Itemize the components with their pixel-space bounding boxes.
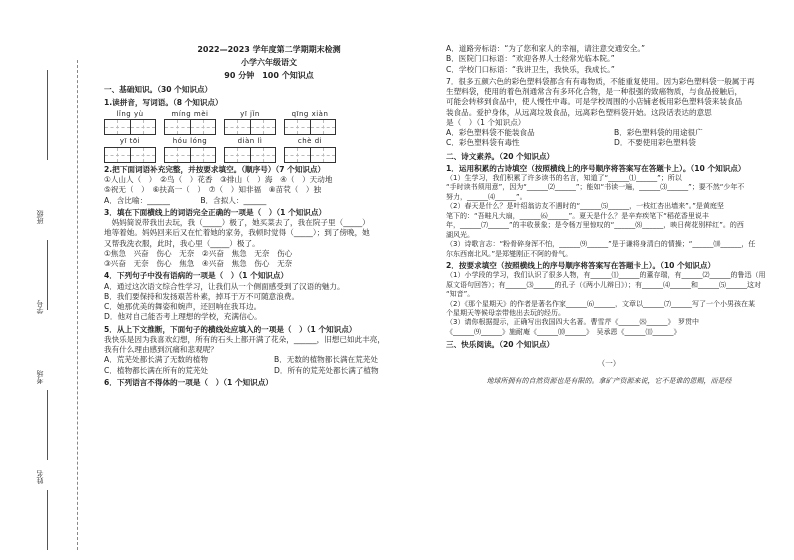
poetry-q2-line-6: （3）请你根据提示，正确写出我国四大名著。曹雪芹《______⑻______》 罗贯中	[446, 318, 699, 327]
writing-grid[interactable]	[104, 147, 156, 163]
writing-grid[interactable]	[224, 147, 276, 163]
poetry-q1-line-7: 湖风光。	[446, 230, 474, 239]
poetry-q1-line-5: 笔下的：“吾畦凡大扇，______⑹______”。夏天是什么？是辛弃疾笔下“稻花香里说丰	[446, 211, 709, 220]
class-line	[47, 70, 48, 160]
pinyin-box: hóu lóng	[164, 137, 216, 162]
q5-passage-2: 我有什么理由感到沉痛和悲观呢？	[104, 345, 218, 355]
q3-passage-3: 又帮我洗衣服，此时，我心里（_____）极了。	[104, 238, 260, 248]
poetry-q1-line-9: 尔东西南北风。”是郑燮刚正不阿的骨气。	[446, 249, 573, 258]
name-line	[47, 490, 48, 550]
pinyin-row-1	[104, 110, 434, 135]
writing-grid[interactable]	[164, 119, 216, 135]
q5-options-row-2	[104, 366, 434, 376]
q5-option-d: D．所有的荒芜处都长满了植物	[274, 365, 379, 375]
exam-subtitle: 小学六年级语文	[241, 57, 297, 67]
pinyin-box: qīng xiàn	[284, 110, 336, 135]
class-label: 班级	[36, 210, 44, 224]
poetry-question-1: 1．运用积累的古诗填空（按照横线上的序号顺序将答案写在答题卡上）。（10 个知识点）	[446, 163, 746, 173]
q7-options-row-2	[446, 138, 772, 148]
q3-options-1: ①焦急 兴奋 伤心 无奈 ②兴奋 焦急 无奈 伤心	[104, 248, 293, 258]
q6-option-b: B．医院门口标语：“欢迎各界人士经常光临本院。”	[446, 54, 615, 64]
q3-options-2: ③兴奋 无奈 伤心 焦急 ④兴奋 焦急 伤心 无奈	[104, 259, 293, 269]
q2-line-3: A．含比喻：______ B．含拟人：______	[104, 195, 267, 205]
q2-line-1: ①人山人（ ） ②鸟（ ）花香 ③排山（ ）海 ④（ ）天动地	[104, 175, 333, 185]
writing-grid[interactable]	[284, 147, 336, 163]
room-line	[47, 390, 48, 460]
question-7: 7．很多五颜六色的彩色塑料袋都含有有毒物质，不能重复使用。因为彩色塑料袋一般属于再	[446, 76, 755, 86]
q5-passage-1: 我快乐是因为我喜欢幻想，所有的石头上都开满了花朵，______，旧想已如此丰亮，	[104, 334, 385, 344]
poetry-q1-line-2: “手时读书须用意”，因为“______⑵______”；能如“书读一遍，______⑶______”；要不然“少年不	[446, 183, 745, 192]
q7-option-b: B．彩色塑料袋的用途很广	[614, 128, 703, 137]
poetry-q2-line-5: 个星期天等候母亲带他出去玩的经历。	[446, 308, 565, 317]
poetry-q2-line-4: （2）《那个星期天》的作者是著名作家______⑹______，文章以______⑺______写了一个小男孩在某	[446, 299, 755, 308]
right-column	[446, 44, 772, 386]
q6-option-c: C．学校门口标语：“我讲卫生，我快乐，我成长。”	[446, 64, 615, 74]
poetry-q1-line-4: （2）春天是什么？是叶绍翁访友不遇时的“______⑸______，一枝红杏出墙来”。”是黄庭坚	[446, 202, 724, 211]
q5-options-row-1	[104, 355, 434, 365]
exam-meta: 90 分钟 100 个知识点	[224, 70, 314, 80]
writing-grid[interactable]	[164, 147, 216, 163]
section-poetry: 二、诗文素养。（20 个知识点）	[446, 151, 555, 161]
q3-passage-2: 地等着她。妈妈回来后又在忙着她的家务，我顿时觉得（_____）；到了傍晚，她	[104, 228, 370, 238]
q2-line-2: ⑤祝无（ ） ⑥扶高一（ ） ⑦（ ）知非福 ⑧苗茕（ ）独	[104, 185, 322, 195]
poetry-q1-line-1: （1）生学习，我们积累了许多读书的名言，知道了“______⑴______”；所以	[446, 174, 682, 182]
poetry-q2-line-7: 《______⑼______》施耐庵《______⑽______》 吴承恩《______⑾______》	[446, 327, 681, 336]
q5-option-b: B．无数的植物都长满在荒芜处	[274, 355, 378, 365]
q6-option-a: A．道路旁标语：“为了您和家人的幸福，请注意交通安全。”	[446, 44, 646, 53]
q7-options-row-1	[446, 128, 772, 138]
question-2: 2.把下面词语补充完整，并按要求填空。（顺序号）（7 个知识点）	[104, 164, 326, 174]
q5-option-a: A．荒芜处都长满了无数的植物	[104, 355, 208, 365]
cut-line	[77, 60, 78, 550]
number-label: 学号	[36, 300, 44, 314]
pinyin-box: diàn lì	[224, 137, 276, 162]
q7-option-a: A．彩色塑料袋不能装食品	[446, 128, 535, 137]
poetry-question-2: 2．按要求填空（按照横线上的序号顺序将答案写在答题卡上）。（10 个知识点）	[446, 260, 716, 270]
question-4: 4．下列句子中没有语病的一项是（ ）（1 个知识点）	[104, 271, 289, 281]
poetry-q1-line-8: （3）诗歌言志：“粉骨碎身浑不怕，______⑼______”是于谦将身清白的情操；“______⑽______，任	[446, 240, 756, 249]
q7-line-4: 装食品。爱护身体，从远离垃圾食品，远离彩色塑料袋开始。这段话表达的意思	[446, 107, 712, 117]
q4-option-d: D．他对自己能否考上理想的学校，充满信心。	[104, 312, 262, 322]
binding-margin	[14, 60, 84, 550]
q7-line-2: 生塑料袋，使用的着色剂通常含有多环化合物，是一种很强的致癌物质，与食品接触后，	[446, 87, 743, 96]
question-1: 1.读拼音，写词语。（8 个知识点）	[104, 97, 223, 107]
writing-grid[interactable]	[104, 119, 156, 135]
section-basics: 一、基础知识。（30 个知识点）	[104, 85, 213, 95]
room-label: 考场	[36, 370, 44, 384]
pinyin-box: míng mèi	[164, 110, 216, 135]
writing-grid[interactable]	[284, 119, 336, 135]
q7-option-d: D．不要使用彩色塑料袋	[614, 138, 696, 148]
question-6: 6．下列语言不得体的一项是（ ）（1 个知识点）	[104, 377, 273, 387]
poetry-q1-line-6: 年，______⑺______”的丰收景象；是令杨万里惊叹的“______⑻______，映日荷花别样红”。的西	[446, 221, 744, 230]
reading-label: （一）	[597, 358, 621, 368]
question-5: 5．从上下文推断，下面句子的横线处应填入的一项是（ ）（1 个知识点）	[104, 324, 357, 334]
q7-option-c: C．彩色塑料袋有毒性	[446, 138, 520, 148]
reading-passage: 地球所拥有的自然资源也是有限的。拿矿产资源来说，它不是谁的恩赐，而是经	[486, 376, 732, 385]
left-column	[104, 44, 434, 388]
poetry-q2-line-1: （1）小学段的学习，我们认识了很多人物，有______⑴______的董存瑞，有______⑵______的鲁迅（用	[446, 271, 766, 280]
pinyin-row-2	[104, 137, 434, 162]
pinyin-box: chè di	[284, 137, 336, 162]
section-reading: 三、快乐阅读。（20 个知识点）	[446, 340, 555, 350]
q3-passage-1: 妈妈简说带我出去玩，我（_____）极了，她买菜去了，我在院子里（_____）	[104, 218, 370, 228]
q7-line-3: 可能会转移到食品中，使人慢性中毒。可是学校周围的小店铺老板用彩色塑料袋来装食品	[446, 97, 743, 107]
poetry-q2-line-2: 原文语句回答）；有______⑶______的孔子（《两小儿辩日》）；有______⑷______和______⑸______这对	[446, 280, 761, 289]
pinyin-box: yī jǐn	[224, 110, 276, 135]
exam-title: 2022—2023 学年度第二学期期末检测	[197, 45, 341, 54]
q4-option-b: B．我们要保持和发扬艰苦朴素，掉耳于万不可随意浪费。	[104, 291, 300, 301]
q5-option-c: C．植物都长满在所有的荒芜处	[104, 365, 209, 375]
q4-option-a: A．通过这次语文综合性学习，让我们从一个侧面感受到了汉语的魅力。	[104, 281, 345, 291]
writing-grid[interactable]	[224, 119, 276, 135]
question-3: 3．填在下面横线上的词语完全正确的一项是（ ）（1 个知识点）	[104, 207, 327, 217]
q7-line-5: 是（ ）（1 个知识点）	[446, 117, 526, 127]
poetry-q2-line-3: “知音”。	[446, 290, 475, 299]
pinyin-box: yī tōi	[104, 137, 156, 162]
poetry-q1-line-3: 努力，______⑷______”。	[446, 192, 527, 201]
pinyin-box: lǐng yù	[104, 110, 156, 135]
name-label: 姓名	[36, 470, 44, 484]
q4-option-c: C．她那优美的舞姿和婉声，还回响在我耳边。	[104, 302, 262, 312]
number-line	[47, 240, 48, 310]
